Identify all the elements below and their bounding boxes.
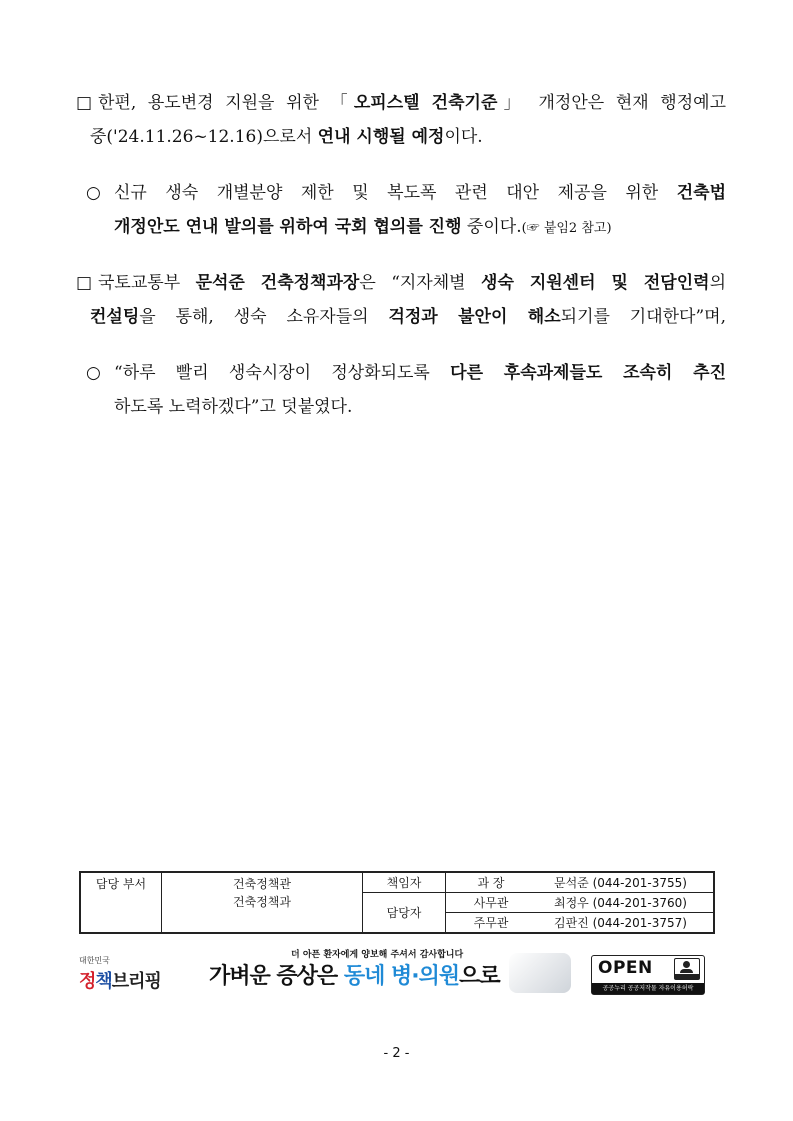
paragraph-line: □ 국토교통부 문석준 건축정책과장은 “지자체별 생숙 지원센터 및 전담인력의 xyxy=(76,266,726,300)
dept-name: 건축정책관 건축정책과 xyxy=(162,872,363,933)
policy-briefing-logo: 대한민국 정책브리핑 xyxy=(79,956,161,992)
paragraph-line: ○ 신규 생숙 개별분양 제한 및 복도폭 관련 대안 제공을 위한 건축법 xyxy=(86,176,726,210)
staff-label: 담당자 xyxy=(363,893,446,934)
paragraph-line: □ 한편, 용도변경 지원을 위한 「오피스텔 건축기준」 개정안은 현재 행정예고 xyxy=(76,86,726,120)
contact-title: 주무관 xyxy=(446,913,537,934)
contact-name-phone: 김판진 (044-201-3757) xyxy=(536,913,714,934)
pill-image xyxy=(509,953,571,993)
open-license-badge: OPEN 공공누리 공공저작물 자유이용허락 xyxy=(591,955,705,995)
contact-title: 과 장 xyxy=(446,872,537,893)
paragraph-director-quote xyxy=(76,266,726,334)
contact-name-phone: 문석준 (044-201-3755) xyxy=(536,872,714,893)
table-row xyxy=(80,872,714,893)
responsible-label: 책임자 xyxy=(363,872,446,893)
campaign-banner: 더 아픈 환자에게 양보해 주셔서 감사합니다 가벼운 증상은 동네 병·의원으로 xyxy=(209,947,574,997)
paragraph-building-act xyxy=(86,176,726,246)
circle-bullet: ○ xyxy=(86,363,101,383)
paragraph-line: ○ “하루 빨리 생숙시장이 정상화되도록 다른 후속과제들도 조속히 추진 xyxy=(86,356,726,390)
attribution-person-icon xyxy=(674,958,700,980)
square-bullet: □ xyxy=(76,93,93,113)
paragraph-line: 하도록 노력하겠다”고 덧붙였다. xyxy=(114,397,353,417)
attachment-note: (☞ 붙임2 참고) xyxy=(521,221,612,236)
paragraph-line: 컨설팅을 통해, 생숙 소유자들의 걱정과 불안이 해소되기를 기대한다”며, xyxy=(90,307,726,327)
circle-bullet: ○ xyxy=(86,183,101,203)
paragraph-follow-up xyxy=(86,356,726,424)
dept-label: 담당 부서 xyxy=(80,872,162,933)
square-bullet: □ xyxy=(76,273,93,293)
contact-name-phone: 최정우 (044-201-3760) xyxy=(536,893,714,913)
paragraph-line: 개정안도 연내 발의를 위하여 국회 협의를 진행 중이다.(☞ 붙임2 참고) xyxy=(114,217,612,237)
paragraph-line: 중('24.11.26~12.16)으로서 연내 시행될 예정이다. xyxy=(90,127,483,147)
contact-table xyxy=(79,871,715,934)
paragraph-officetel-standard xyxy=(76,86,726,154)
footer-banner xyxy=(79,947,715,997)
page-number: - 2 - xyxy=(383,1046,410,1061)
contact-title: 사무관 xyxy=(446,893,537,913)
